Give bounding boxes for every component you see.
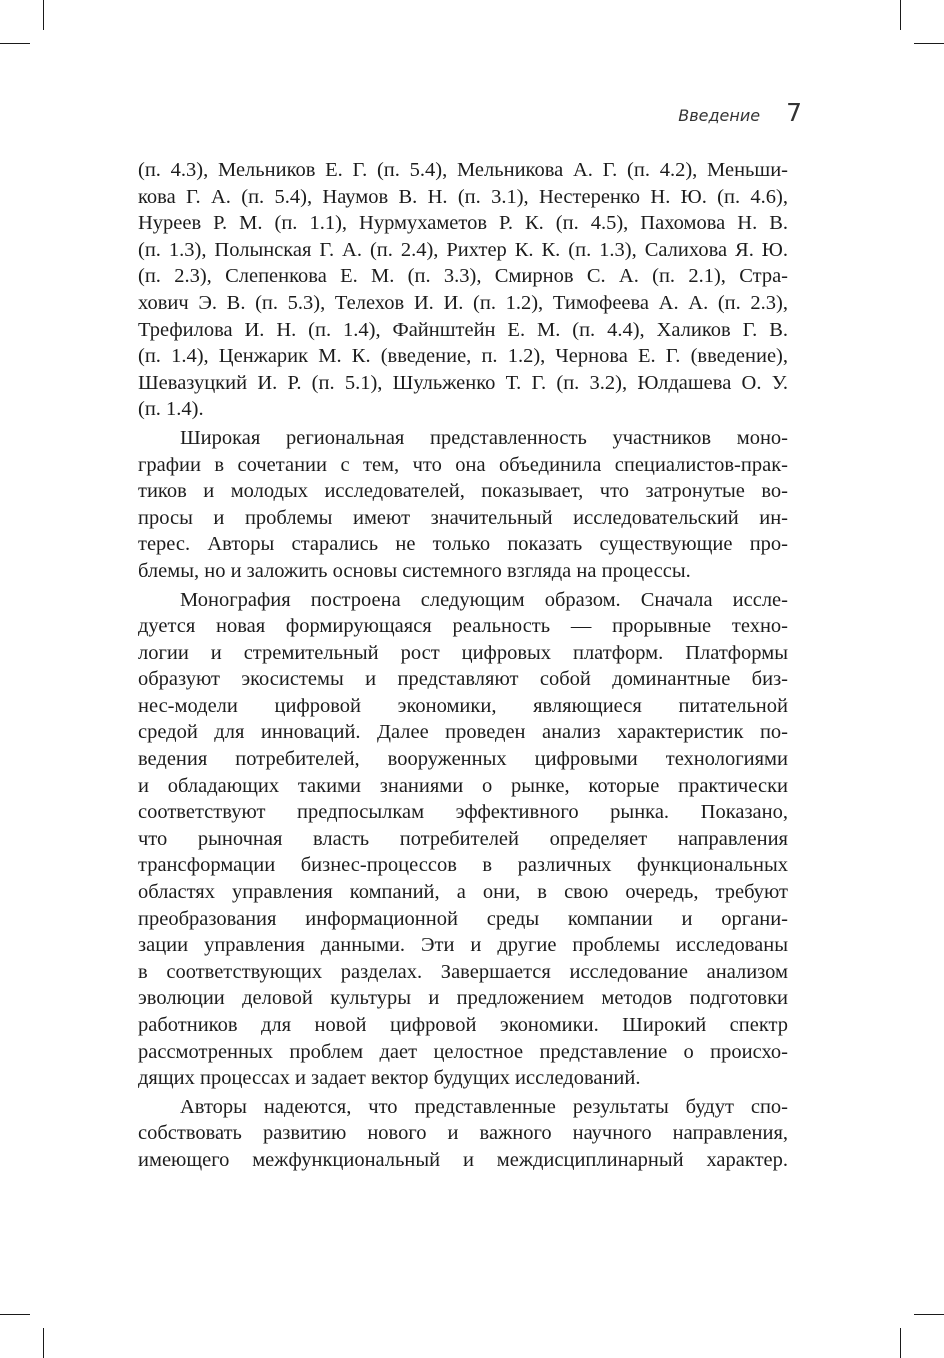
text-line: (п. 4.3), Мельников Е. Г. (п. 5.4), Мельникова А. Г. (п. 4.2), Меньши- (138, 159, 788, 181)
crop-mark-top-left-horizontal (0, 43, 30, 44)
text-line: хович Э. В. (п. 5.3), Телехов И. И. (п. 1.2), Тимофеева А. А. (п. 2.3), (138, 291, 788, 314)
text-line: эволюции деловой культуры и предложением методов подготовки (138, 987, 788, 1010)
text-line: Широкая региональная представленность участников моно- (180, 426, 788, 449)
text-line: кова Г. А. (п. 5.4), Наумов В. Н. (п. 3.1), Нестеренко Н. Ю. (п. 4.6), (138, 185, 788, 208)
paragraph-conclusion (138, 1094, 788, 1174)
text-line: средой для инноваций. Далее проведен анализ характеристик по- (138, 721, 788, 744)
text-line: зации управления данными. Эти и другие проблемы исследованы (138, 934, 788, 957)
crop-mark-bottom-right-vertical (900, 1328, 901, 1358)
text-line: что рыночная власть потребителей определяет направления (138, 827, 788, 850)
text-line: имеющего межфункциональный и междисциплинарный характер. (138, 1148, 788, 1171)
text-line: ведения потребителей, вооруженных цифровыми технологиями (138, 748, 788, 771)
text-line: областях управления компаний, а они, в свою очередь, требуют (138, 881, 788, 904)
running-head (560, 98, 802, 132)
crop-mark-bottom-right-horizontal (914, 1314, 944, 1315)
text-line: тиков и молодых исследователей, показывает, что затронутые во- (138, 480, 788, 503)
crop-mark-bottom-left-horizontal (0, 1314, 30, 1315)
body-text (138, 157, 788, 1174)
text-line: в соответствующих разделах. Завершается исследование анализом (138, 960, 788, 983)
text-line: графии в сочетании с тем, что она объединила специалистов-прак- (138, 453, 788, 476)
page-number: 7 (786, 98, 802, 127)
text-line: (п. 1.4), Ценжарик М. К. (введение, п. 1.2), Чернова Е. Г. (введение), (138, 345, 788, 368)
text-line: (п. 1.3), Полынская Г. А. (п. 2.4), Рихтер К. К. (п. 1.3), Салихова Я. Ю. (138, 238, 788, 261)
text-line: и обладающих такими знаниями о рынке, которые практически (138, 774, 788, 797)
text-line: нес-модели цифровой экономики, являющиеся питательной (138, 694, 788, 717)
text-line: Авторы надеются, что представленные результаты будут спо- (180, 1095, 788, 1118)
text-line: трансформации бизнес-процессов в различных функциональных (138, 854, 788, 877)
text-line: (п. 1.4). (138, 398, 204, 421)
text-line: Монография построена следующим образом. Сначала иссле- (180, 588, 788, 611)
text-line: работников для новой цифровой экономики. Широкий спектр (138, 1014, 788, 1036)
text-line: дуется новая формирующаяся реальность — прорывные техно- (138, 615, 788, 638)
paragraph-structure (138, 587, 788, 1092)
crop-mark-top-right-vertical (900, 0, 901, 30)
text-line: Нуреев Р. М. (п. 1.1), Нурмухаметов Р. К. (п. 4.5), Пахомова Н. В. (138, 212, 788, 235)
text-line: Шевазуцкий И. Р. (п. 5.1), Шульженко Т. Г. (п. 3.2), Юлдашева О. У. (138, 371, 788, 394)
text-line: дящих процессах и задает вектор будущих исследований. (138, 1067, 641, 1090)
paragraph-regional-representation (138, 425, 788, 585)
text-line: (п. 2.3), Слепенкова Е. М. (п. 3.3), Смирнов С. А. (п. 2.1), Стра- (138, 265, 788, 288)
text-line: блемы, но и заложить основы системного взгляда на процессы. (138, 559, 691, 582)
text-line: просы и проблемы имеют значительный исследовательский ин- (138, 506, 788, 529)
text-line: рассмотренных проблем дает целостное представление о происхо- (138, 1040, 788, 1063)
text-line: логии и стремительный рост цифровых платформ. Платформы (138, 641, 788, 664)
crop-mark-top-left-vertical (43, 0, 44, 30)
text-line: образуют экосистемы и представляют собой доминантные биз- (138, 668, 788, 691)
text-line: терес. Авторы старались не только показать существующие про- (138, 533, 788, 556)
text-line: Трефилова И. Н. (п. 1.4), Файнштейн Е. М. (п. 4.4), Халиков Г. В. (138, 318, 788, 341)
text-line: преобразования информационной среды компании и органи- (138, 907, 788, 930)
crop-mark-bottom-left-vertical (43, 1328, 44, 1358)
text-line: соответствуют предпосылкам эффективного рынка. Показано, (138, 801, 788, 824)
crop-mark-top-right-horizontal (914, 43, 944, 44)
section-title: Введение (678, 106, 761, 125)
text-line: собствовать развитию нового и важного научного направления, (138, 1122, 788, 1145)
paragraph-contributors (138, 157, 788, 423)
